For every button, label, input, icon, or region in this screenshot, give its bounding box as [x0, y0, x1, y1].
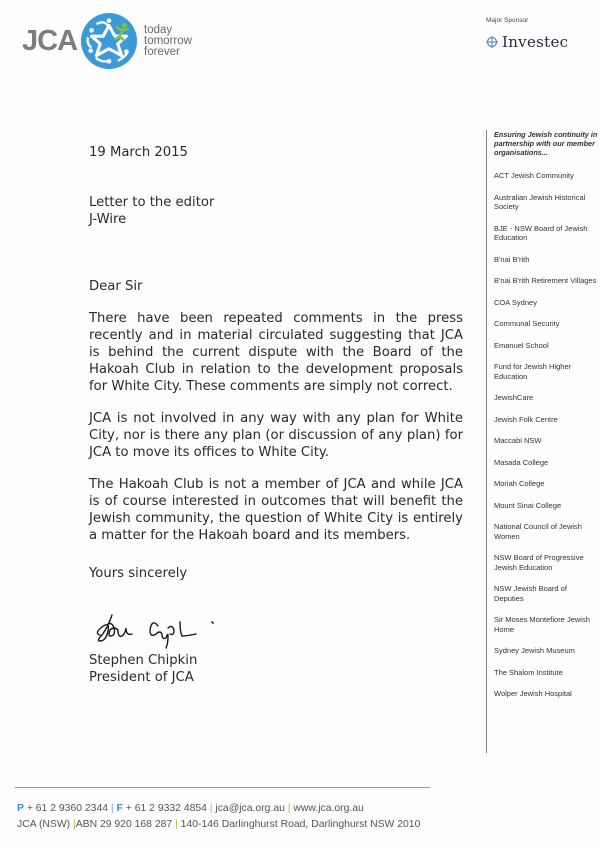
member-org-item: The Shalom Institute: [494, 667, 563, 677]
sidebar-intro: Ensuring Jewish continuity in partnership with our member organisations...: [494, 130, 598, 157]
jca-logo: [22, 10, 192, 72]
letter-salutation: Dear Sir: [89, 279, 143, 294]
member-org-item: Communal Security: [494, 319, 560, 328]
sponsor-name: Investec: [502, 33, 569, 51]
tagline-forever: forever: [144, 45, 180, 58]
member-org-item: B'nai B'rith: [494, 254, 530, 264]
sponsor-label: Major Sponsor: [486, 17, 529, 24]
tagline-tomorrow: tomorrow: [144, 34, 192, 47]
email-link[interactable]: jca@jca.org.au: [215, 803, 285, 814]
letter-closing: Yours sincerely: [89, 566, 188, 581]
investec-crosshair-icon: [486, 36, 498, 48]
separator: |: [209, 803, 213, 814]
sponsor-logo: [486, 33, 568, 51]
star-of-david-emblem-icon: [80, 12, 138, 70]
recipient-line: Letter to the editor: [89, 195, 215, 210]
member-org-item: Wolper Jewish Hospital: [494, 689, 572, 698]
separator: |: [110, 803, 114, 814]
abn: ABN 29 920 168 287: [75, 819, 173, 830]
letter-recipient: [89, 194, 214, 228]
footer-contact-line: [17, 801, 420, 817]
member-org-item: Maccabi NSW: [494, 436, 542, 445]
member-org-item: National Council of Jewish Women: [494, 522, 582, 541]
footer-address-line: [17, 817, 420, 833]
member-org-item: Sir Moses Montefiore Jewish Home: [494, 615, 590, 634]
fax-label: F: [116, 803, 123, 814]
signer-name: Stephen Chipkin: [89, 653, 198, 668]
separator: |: [175, 819, 178, 830]
member-org-item: ACT Jewish Community: [494, 171, 574, 180]
tagline-today: today: [144, 23, 173, 36]
logo-tagline: [144, 25, 192, 58]
member-org-item: B'nai B'rith Retirement Villages: [494, 276, 597, 285]
member-org-item: Moriah College: [494, 479, 545, 488]
fax-number: + 61 2 9332 4854: [125, 803, 207, 814]
member-org-item: Australian Jewish Historical Society: [494, 192, 586, 211]
letter-paragraph: There have been repeated comments in the press recently and in material circulated suggesting that JCA is behind the current dispute with the Board of the Hakoah Club in relation to the development proposals for White City. These comments are simply not correct.: [89, 311, 463, 394]
member-org-item: JewishCare: [494, 393, 534, 402]
signer-title: President of JCA: [89, 670, 194, 685]
separator: |: [287, 803, 291, 814]
member-org-item: Fund for Jewish Higher Education: [494, 362, 572, 381]
member-org-item: Sydney Jewish Museum: [494, 646, 575, 655]
recipient-line: J-Wire: [89, 212, 127, 227]
member-org-item: Emanuel School: [494, 340, 549, 350]
member-org-item: NSW Board of Progressive Jewish Education: [494, 553, 584, 572]
letterhead-footer: [17, 801, 420, 833]
letter-paragraph: JCA is not involved in any way with any plan for White City, nor is there any plan (or discussion of any plan) for JCA to move its offices to White City.: [89, 411, 463, 460]
member-org-item: NSW Jewish Board of Deputies: [494, 584, 567, 603]
letter-body: [89, 310, 463, 559]
separator: |: [73, 819, 76, 830]
org-name: JCA (NSW): [17, 819, 71, 830]
letter-paragraph: The Hakoah Club is not a member of JCA and while JCA is of course interested in outcomes that will benefit the Jewish community, the question of White City is entirely a matter for the Hakoah board and its members.: [89, 477, 463, 543]
website-link[interactable]: www.jca.org.au: [293, 803, 364, 814]
handwritten-signature-icon: [88, 600, 228, 650]
logo-wordmark: JCA: [22, 24, 78, 57]
member-org-item: Mount Sinai College: [494, 500, 562, 510]
member-organisations-sidebar: [486, 130, 598, 753]
phone-label: P: [17, 803, 24, 814]
letter-date: 19 March 2015: [89, 145, 188, 160]
member-org-item: Jewish Folk Centre: [494, 414, 558, 424]
footer-divider: [15, 787, 430, 788]
phone-number: + 61 2 9360 2344: [26, 803, 109, 814]
member-org-item: COA Sydney: [494, 297, 537, 307]
member-org-item: Masada College: [494, 457, 549, 467]
member-org-item: BJE - NSW Board of Jewish Education: [494, 223, 588, 242]
street-address: 140-146 Darlinghurst Road, Darlinghurst NSW 2010: [180, 819, 421, 830]
signer-block: [89, 652, 197, 686]
